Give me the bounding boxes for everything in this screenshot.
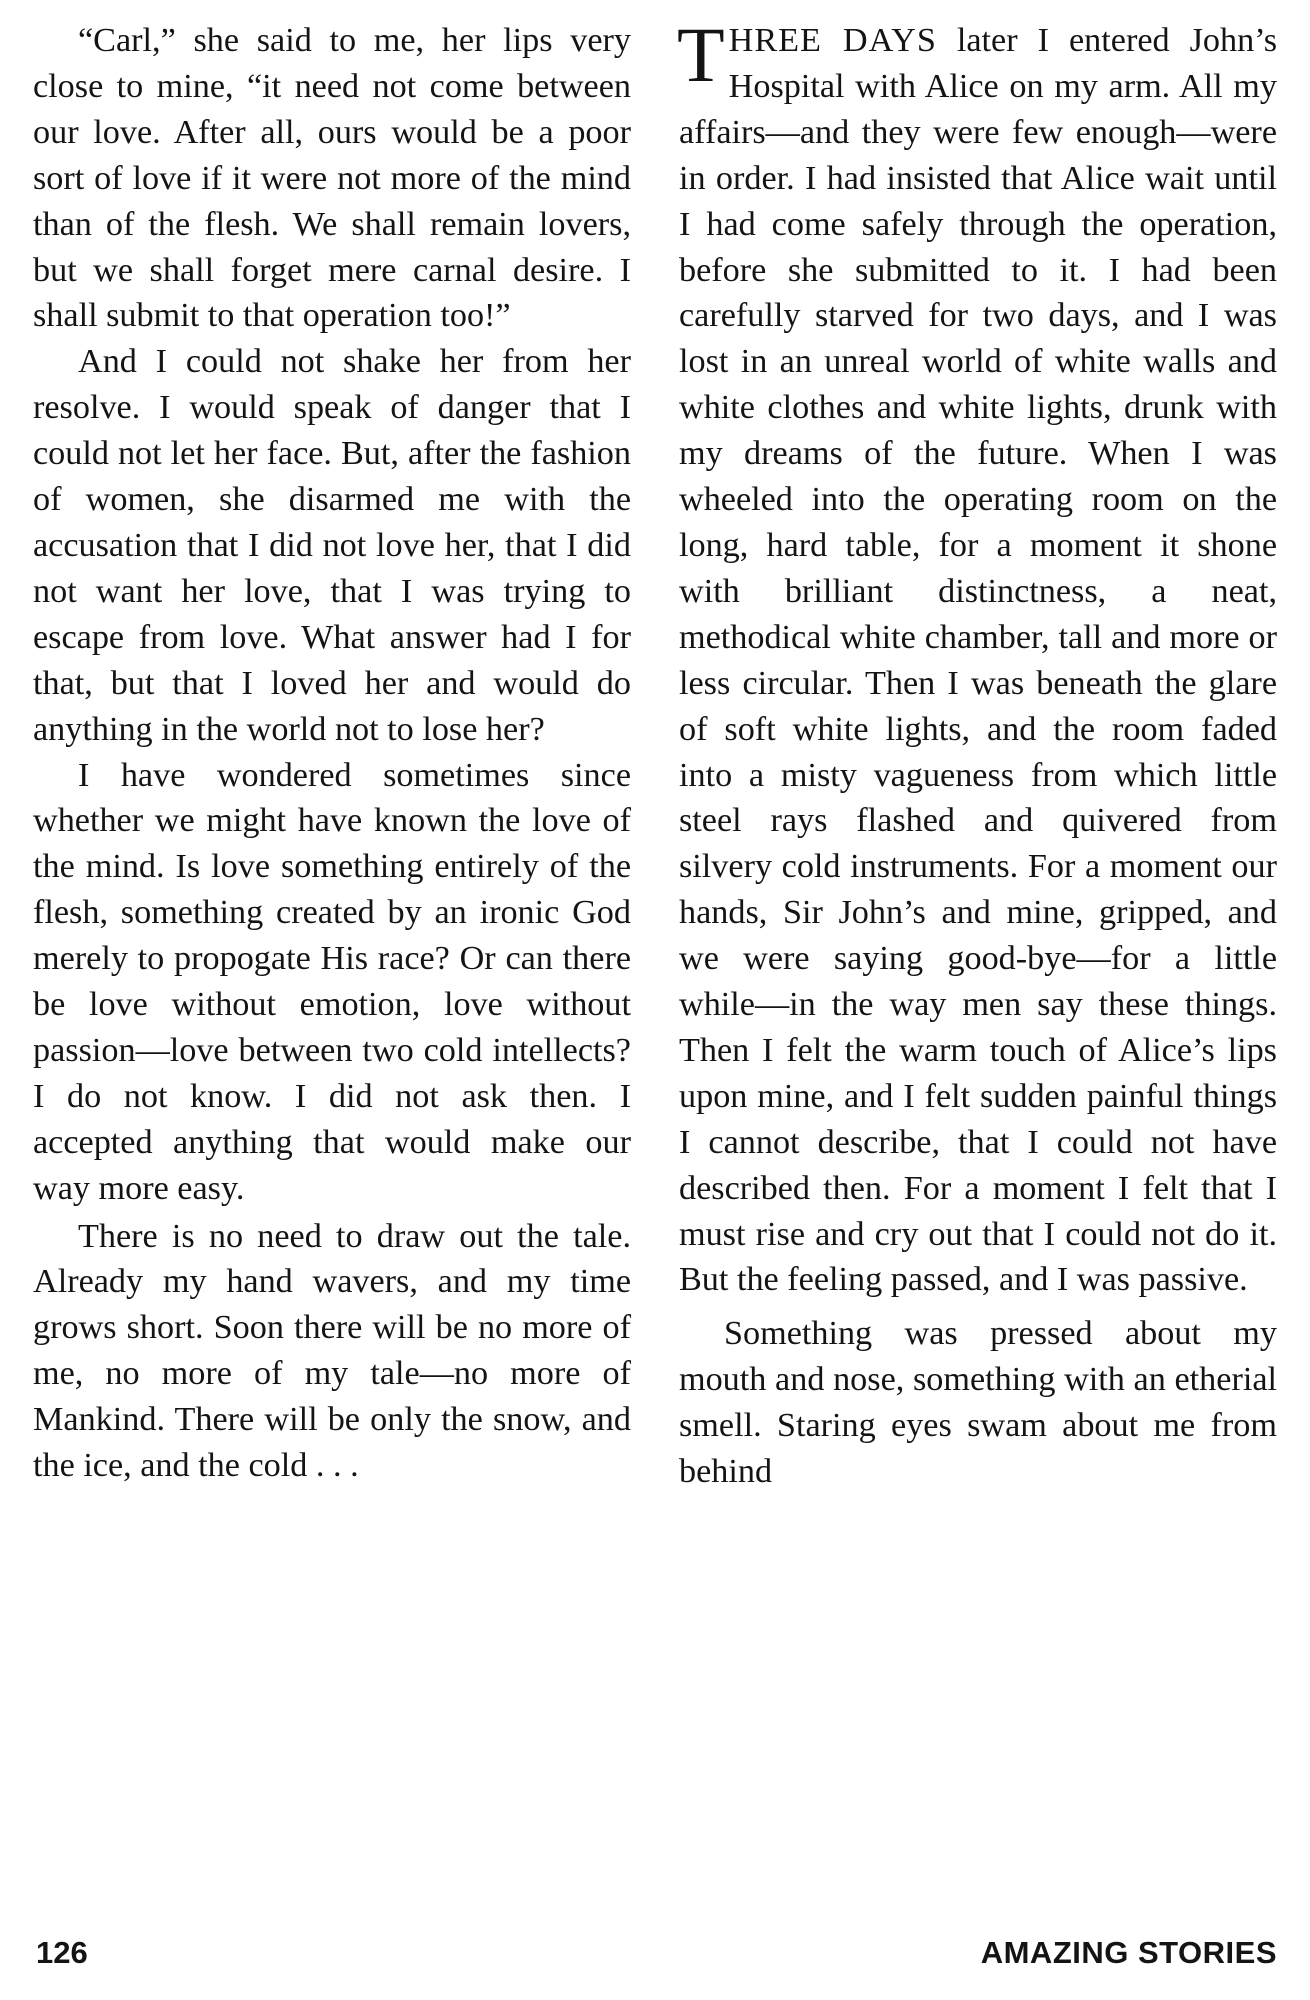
opening-paragraph-text: later I entered John’s Hospital with Alice on my arm. All my affairs—and they were few enough—were in order. I had insisted that Alice wait until I had come safely through the operation, before she submitted to it. I had been carefully starved for two days, and I was lost in an unreal world of white walls and white clothes and white lights, drunk with my dreams of the future. When I was wheeled into the operating room on the long, hard table, for a moment it shone with brilliant distinctness, a neat, methodical white chamber, tall and more or less circular. Then I was beneath the glare of soft white lights, and the room faded into a misty vagueness from which little steel rays flashed and quivered from silvery cold instruments. For a moment our hands, Sir John’s and mine, gripped, and we were saying good-bye—for a little while—in the way men say these things. Then I felt the warm touch of Alice’s lips upon mine, and I felt sudden painful things I cannot describe, that I could not have described then. For a moment I felt that I must rise and cry out that I could not do it. But the feeling passed, and I was passive. (679, 22, 1277, 1299)
paragraph-4: There is no need to draw out the tale. Already my hand wavers, and my time grows short. Soon there will be no more of me, no more of my tale—no more of Mankind. There will be only the snow, and the ice, and the cold . . . (33, 1217, 631, 1485)
magazine-title: AMAZING STORIES (980, 1935, 1277, 1970)
section-opening-paragraph (677, 11, 1277, 1303)
paragraph-1: “Carl,” she said to me, her lips very close to mine, “it need not come between our love. After all, ours would be a poor sort of love if it were not more of the mind than of the flesh. We shall remain lovers, but we shall forget mere carnal desire. I shall submit to that operation too!” (33, 22, 631, 335)
left-column (33, 18, 631, 1489)
paragraph-2: And I could not shake her from her resolve. I would speak of danger that I could not let her face. But, after the fashion of women, she disarmed me with the accusation that I did not love her, that I did not want her love, that I was trying to escape from love. What answer had I for that, but that I loved her and would do anything in the world not to lose her? (33, 343, 631, 748)
right-column (677, 11, 1277, 1495)
drop-cap: T (677, 11, 725, 98)
page-number: 126 (36, 1935, 88, 1970)
lead-in-text: HREE DAYS (728, 22, 937, 59)
paragraph-right-2: Something was pressed about my mouth and nose, something with an etherial smell. Staring eyes swam about me from behind (679, 1315, 1277, 1491)
paragraph-3: I have wondered sometimes since whether we might have known the love of the mind. Is love something entirely of the flesh, something created by an ironic God merely to propogate His race? Or can there be love without emotion, love without passion—love between two cold intellects? I do not know. I did not ask then. I accepted anything that would make our way more easy. (33, 756, 631, 1207)
